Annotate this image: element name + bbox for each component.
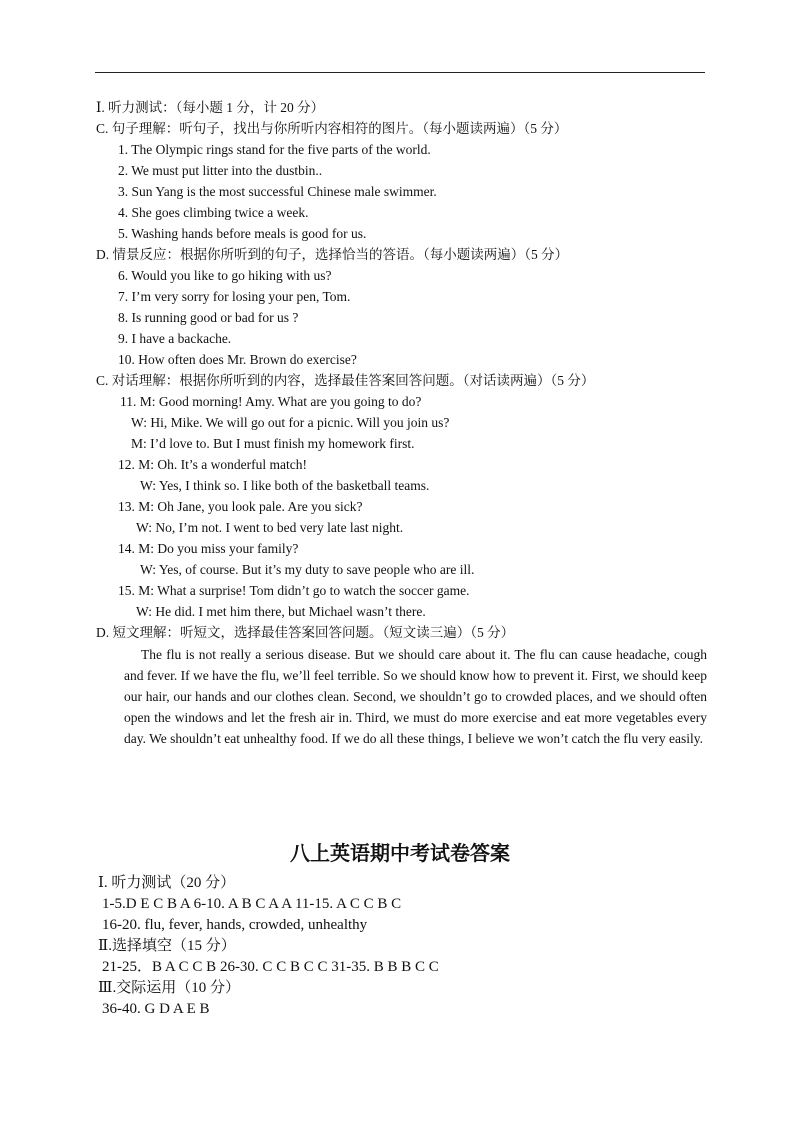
question-line: 6. Would you like to go hiking with us? — [118, 268, 332, 283]
answer-section-heading: Ⅰ. 听力测试（20 分） — [98, 875, 236, 891]
dialogue-line: 15. M: What a surprise! Tom didn’t go to watch the soccer game. — [118, 583, 470, 598]
answer-section-heading: Ⅱ.选择填空（15 分） — [98, 938, 236, 954]
question-line: 3. Sun Yang is the most successful Chinese male swimmer. — [118, 184, 437, 199]
section-c2-heading: C. 对话理解：根据你所听到的内容，选择最佳答案回答问题。（对话读两遍）（5 分） — [96, 373, 595, 388]
dialogue-line: 11. M: Good morning! Amy. What are you going to do? — [120, 394, 422, 409]
dialogue-line: W: No, I’m not. I went to bed very late last night. — [136, 520, 404, 535]
section-d2-heading: D. 短文理解：听短文，选择最佳答案回答问题。（短文读三遍）（5 分） — [96, 625, 515, 640]
question-line: 10. How often does Mr. Brown do exercise? — [118, 352, 357, 367]
section-c1-heading: C. 句子理解：听句子，找出与你所听内容相符的图片。（每小题读两遍）（5 分） — [96, 121, 568, 136]
passage-paragraph: The flu is not really a serious disease. But we should care about it. The flu can cause headache, cough and fever. If we have the flu, we’ll feel terrible. So we should know how to prevent it. First, we should keep our hair, our hands and our clothes clean. Second, we shouldn’t go to crowded places, and we should often open the windows and let the fresh air in. Third, we must do more exercise and eat more vegetables every day. We shouldn’t eat unhealthy food. If we do all these things, I believe we won’t catch the flu very easily. — [124, 647, 707, 746]
dialogue-line: 12. M: Oh. It’s a wonderful match! — [118, 457, 307, 472]
question-line: 8. Is running good or bad for us ? — [118, 310, 299, 325]
question-line: 4. She goes climbing twice a week. — [118, 205, 309, 220]
question-line: 5. Washing hands before meals is good for us. — [118, 226, 367, 241]
question-line: 1. The Olympic rings stand for the five parts of the world. — [118, 142, 431, 157]
dialogue-line: 13. M: Oh Jane, you look pale. Are you sick? — [118, 499, 363, 514]
dialogue-line: W: Yes, I think so. I like both of the basketball teams. — [140, 478, 430, 493]
question-line: 2. We must put litter into the dustbin.. — [118, 163, 323, 178]
answer-line: 36-40. G D A E B — [102, 1001, 210, 1017]
answer-section-heading: Ⅲ.交际运用（10 分） — [98, 980, 240, 996]
dialogue-line: W: He did. I met him there, but Michael wasn’t there. — [136, 604, 426, 619]
answer-line: 1-5.D E C B A 6-10. A B C A A 11-15. A C C B C — [102, 896, 402, 912]
header-rule — [95, 72, 705, 73]
dialogue-line: W: Hi, Mike. We will go out for a picnic. Will you join us? — [131, 415, 450, 430]
listening-heading: Ⅰ. 听力测试：（每小题 1 分，计 20 分） — [96, 100, 325, 115]
answer-line: 16-20. flu, fever, hands, crowded, unhealthy — [102, 917, 368, 933]
answer-line: 21-25．B A C C B 26-30. C C B C C 31-35. B B B C C — [102, 959, 439, 975]
question-line: 9. I have a backache. — [118, 331, 232, 346]
question-line: 7. I’m very sorry for losing your pen, Tom. — [118, 289, 351, 304]
dialogue-line: W: Yes, of course. But it’s my duty to save people who are ill. — [140, 562, 475, 577]
dialogue-line: 14. M: Do you miss your family? — [118, 541, 299, 556]
section-d1-heading: D. 情景反应：根据你所听到的句子，选择恰当的答语。（每小题读两遍）（5 分） — [96, 247, 569, 262]
dialogue-line: M: I’d love to. But I must finish my homework first. — [131, 436, 415, 451]
answer-key-title: 八上英语期中考试卷答案 — [290, 841, 510, 865]
